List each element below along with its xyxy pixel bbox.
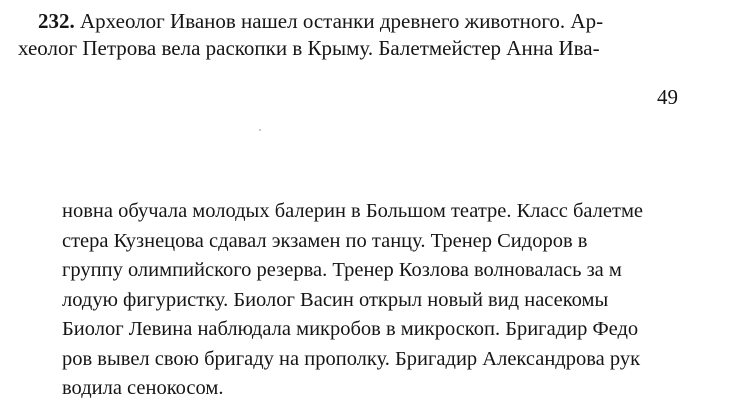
exercise-text-line-2: хеолог Петрова вела раскопки в Крыму. Балетмейстер Анна Ива- <box>18 36 600 60</box>
continued-text-line-4: лодую фигуристку. Биолог Васин открыл новый вид насекомы <box>62 289 609 311</box>
continued-text-line-5: Биолог Левина наблюдала микробов в микроскоп. Бригадир Федо <box>62 318 639 340</box>
continued-text-line-2: стера Кузнецова сдавал экзамен по танцу. Тренер Сидоров в <box>62 230 588 252</box>
exercise-text-line-1: Археолог Иванов нашел останки древнего животного. Ар- <box>74 9 604 33</box>
continued-text-line-1: новна обучала молодых балерин в Большом театре. Класс балетме <box>62 200 644 222</box>
continued-text-line-7: водила сенокосом. <box>62 377 224 399</box>
continued-text-line-6: ров вывел свою бригаду на прополку. Бригадир Александрова рук <box>62 348 641 370</box>
continued-text-line-3: группу олимпийского резерва. Тренер Козлова волновалась за м <box>62 259 622 281</box>
page-number: 49 <box>657 85 678 109</box>
exercise-number: 232. <box>38 9 75 33</box>
